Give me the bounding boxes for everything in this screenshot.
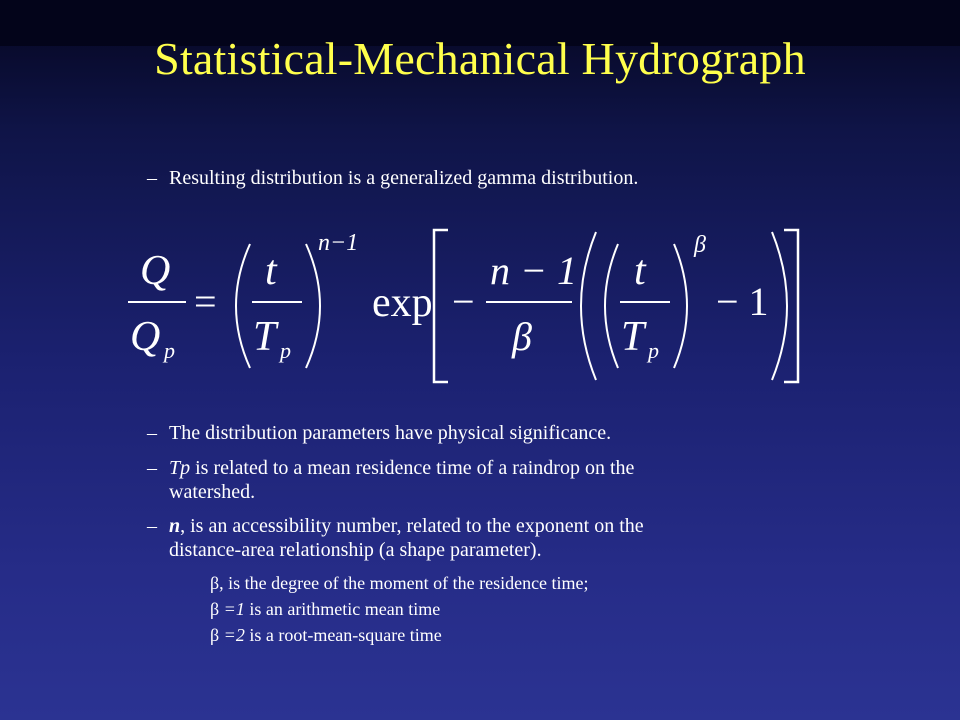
bullet-text: Resulting distribution is a generalized gamma distribution. (169, 167, 639, 189)
generalized-gamma-formula (110, 222, 830, 392)
formula-T2: T (621, 314, 645, 360)
symbol-n: n (169, 515, 181, 537)
formula-T1-sub: p (280, 338, 291, 363)
formula-bracket-left (434, 230, 448, 382)
bullet-gamma-distribution: – Resulting distribution is a generalized gamma distribution. (147, 167, 639, 189)
sub-bullet-text: is a root-mean-square time (244, 625, 442, 645)
bullet-n-accessibility: – n, is an accessibility number, related to the exponent on the distance-area relationship (a shape parameter). (147, 515, 644, 561)
formula-paren-right-1 (306, 244, 320, 368)
formula-paren-right-3 (674, 244, 687, 368)
formula-minus: − (452, 279, 475, 324)
formula-lhs-denominator: Q (130, 314, 161, 360)
formula-exponent-2: β (694, 232, 706, 258)
symbol-beta: β (210, 625, 220, 645)
bullet-text-continued: distance-area relationship (a shape parameter). (169, 539, 542, 561)
formula-minus-one: − 1 (716, 279, 769, 324)
sub-bullet-beta-2 (210, 624, 442, 646)
formula-beta-denominator: β (512, 314, 532, 359)
formula-T1: T (253, 314, 277, 360)
bullet-physical-significance: – The distribution parameters have physical significance. (147, 422, 612, 444)
formula-exponent-1: n−1 (318, 230, 359, 256)
formula-equals: = (194, 279, 217, 324)
formula-paren-left-3 (605, 244, 618, 368)
sub-bullet-eq: =2 (219, 625, 245, 645)
formula-n-minus-1: n − 1 (490, 248, 577, 293)
formula-lhs-denominator-sub: p (164, 338, 175, 363)
formula-T2-sub: p (648, 338, 659, 363)
sub-bullet-beta-degree (210, 572, 589, 594)
formula-exp: exp (372, 280, 433, 326)
bullet-text: is related to a mean residence time of a raindrop on the (190, 457, 635, 479)
formula-paren-right-2 (772, 232, 787, 380)
bullet-text: The distribution parameters have physical significance. (169, 422, 612, 444)
symbol-beta: β (210, 573, 220, 593)
bullet-text: , is an accessibility number, related to the exponent on the (180, 515, 644, 537)
bullet-text-continued: watershed. (169, 481, 256, 503)
formula-t1: t (265, 248, 277, 294)
sub-bullet-text: is an arithmetic mean time (244, 599, 441, 619)
bullet-tp-residence-time: – Tp is related to a mean residence time of a raindrop on the watershed. (147, 457, 635, 503)
formula-lhs-numerator: Q (140, 248, 171, 294)
sub-bullet-beta-1 (210, 598, 440, 620)
symbol-tp: Tp (169, 457, 191, 479)
sub-bullet-eq: =1 (219, 599, 245, 619)
formula-paren-left-2 (581, 232, 596, 380)
symbol-beta: β (210, 599, 220, 619)
sub-bullet-text: , is the degree of the moment of the residence time; (219, 573, 589, 593)
formula-paren-left-1 (236, 244, 250, 368)
formula-t2: t (634, 248, 646, 294)
slide-title: Statistical-Mechanical Hydrograph (154, 33, 806, 84)
